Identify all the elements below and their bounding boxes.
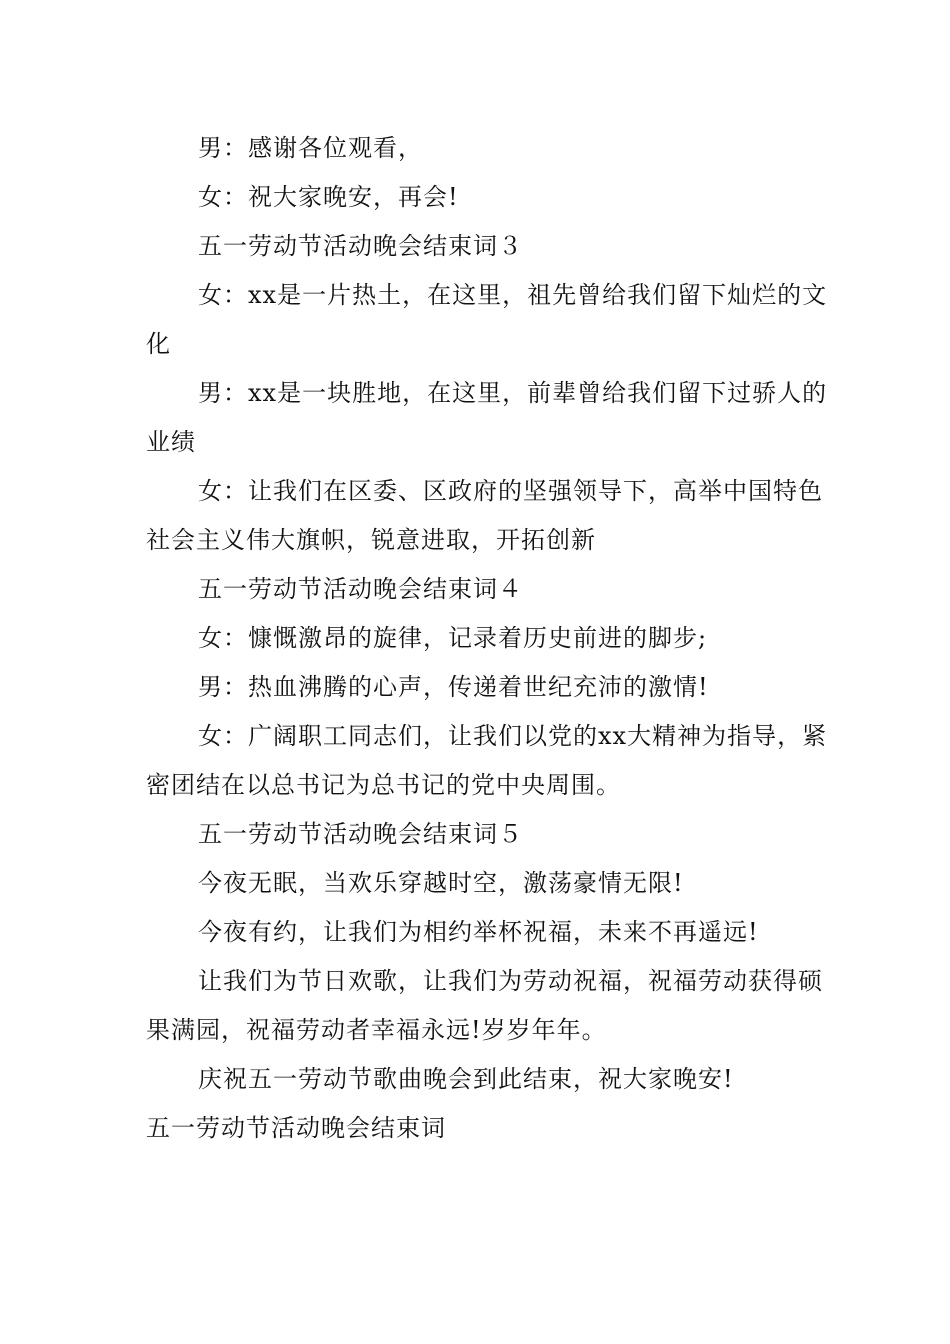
paragraph: 女：祝大家晚安，再会! [198,183,459,211]
document-body [146,124,836,1153]
paragraph: 女：xx是一片热土，在这里，祖先曾给我们留下灿烂的文化 [146,281,828,358]
paragraph: 让我们为节日欢歌，让我们为劳动祝福，祝福劳动获得硕果满园，祝福劳动者幸福永远!岁岁年年。 [146,967,823,1044]
section-heading: 五一劳动节活动晚会结束词３ [198,232,523,260]
section-heading: 五一劳动节活动晚会结束词４ [198,575,523,603]
paragraph: 今夜无眠，当欢乐穿越时空，激荡豪情无限! [198,869,684,897]
paragraph: 男：xx是一块胜地，在这里，前辈曾给我们留下过骄人的业绩 [146,379,828,456]
document-footer-title: 五一劳动节活动晚会结束词 [146,1114,446,1142]
paragraph: 女：广阔职工同志们，让我们以党的xx大精神为指导，紧密团结在以总书记为总书记的党中央周围。 [146,722,828,799]
paragraph: 男：感谢各位观看， [198,134,423,162]
paragraph: 女：让我们在区委、区政府的坚强领导下，高举中国特色社会主义伟大旗帜，锐意进取，开拓创新 [146,477,823,554]
section-heading: 五一劳动节活动晚会结束词５ [198,820,523,848]
paragraph: 男：热血沸腾的心声，传递着世纪充沛的激情! [198,673,709,701]
paragraph: 庆祝五一劳动节歌曲晚会到此结束，祝大家晚安! [198,1065,734,1093]
paragraph: 女：慷慨激昂的旋律，记录着历史前进的脚步; [198,624,708,652]
paragraph: 今夜有约，让我们为相约举杯祝福，未来不再遥远! [198,918,759,946]
